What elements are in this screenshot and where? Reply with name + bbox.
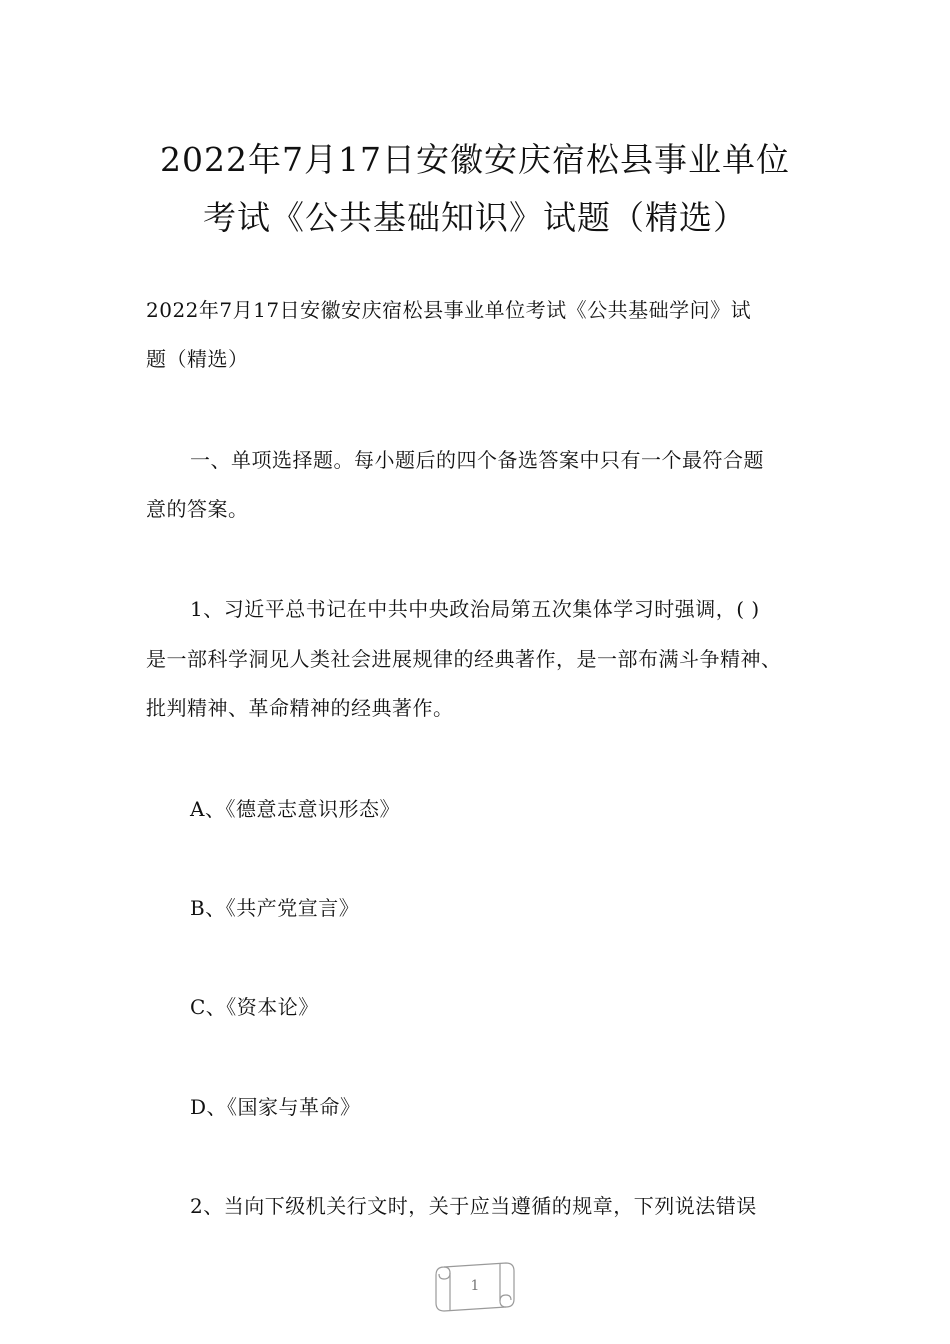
subtitle-line-2: 题（精选）: [146, 347, 249, 371]
question-1-line-1: 1、习近平总书记在中共中央政治局第五次集体学习时强调，( ): [190, 597, 760, 621]
section-instruction-line-2: 意的答案。: [146, 497, 249, 521]
question-1-option-b: B、《共产党宣言》: [190, 896, 360, 920]
section-instruction-line-1: 一、单项选择题。每小题后的四个备选答案中只有一个最符合题: [190, 448, 764, 472]
document-title-line-1: 2022年7月17日安徽安庆宿松县事业单位: [160, 140, 790, 179]
question-1-option-d: D、《国家与革命》: [190, 1095, 361, 1119]
document-title-line-2: 考试《公共基础知识》试题（精选）: [203, 198, 747, 237]
question-1-option-c: C、《资本论》: [190, 995, 319, 1019]
subtitle-line-1: 2022年7月17日安徽安庆宿松县事业单位考试《公共基础学问》试: [146, 298, 752, 322]
question-1-line-3: 批判精神、革命精神的经典著作。: [146, 696, 454, 720]
question-2-line-1: 2、当向下级机关行文时，关于应当遵循的规章，下列说法错误: [190, 1194, 757, 1218]
question-1-option-a: A、《德意志意识形态》: [190, 797, 400, 821]
question-1-line-2: 是一部科学洞见人类社会进展规律的经典著作，是一部布满斗争精神、: [146, 647, 782, 671]
page-number: 1: [470, 1278, 480, 1294]
